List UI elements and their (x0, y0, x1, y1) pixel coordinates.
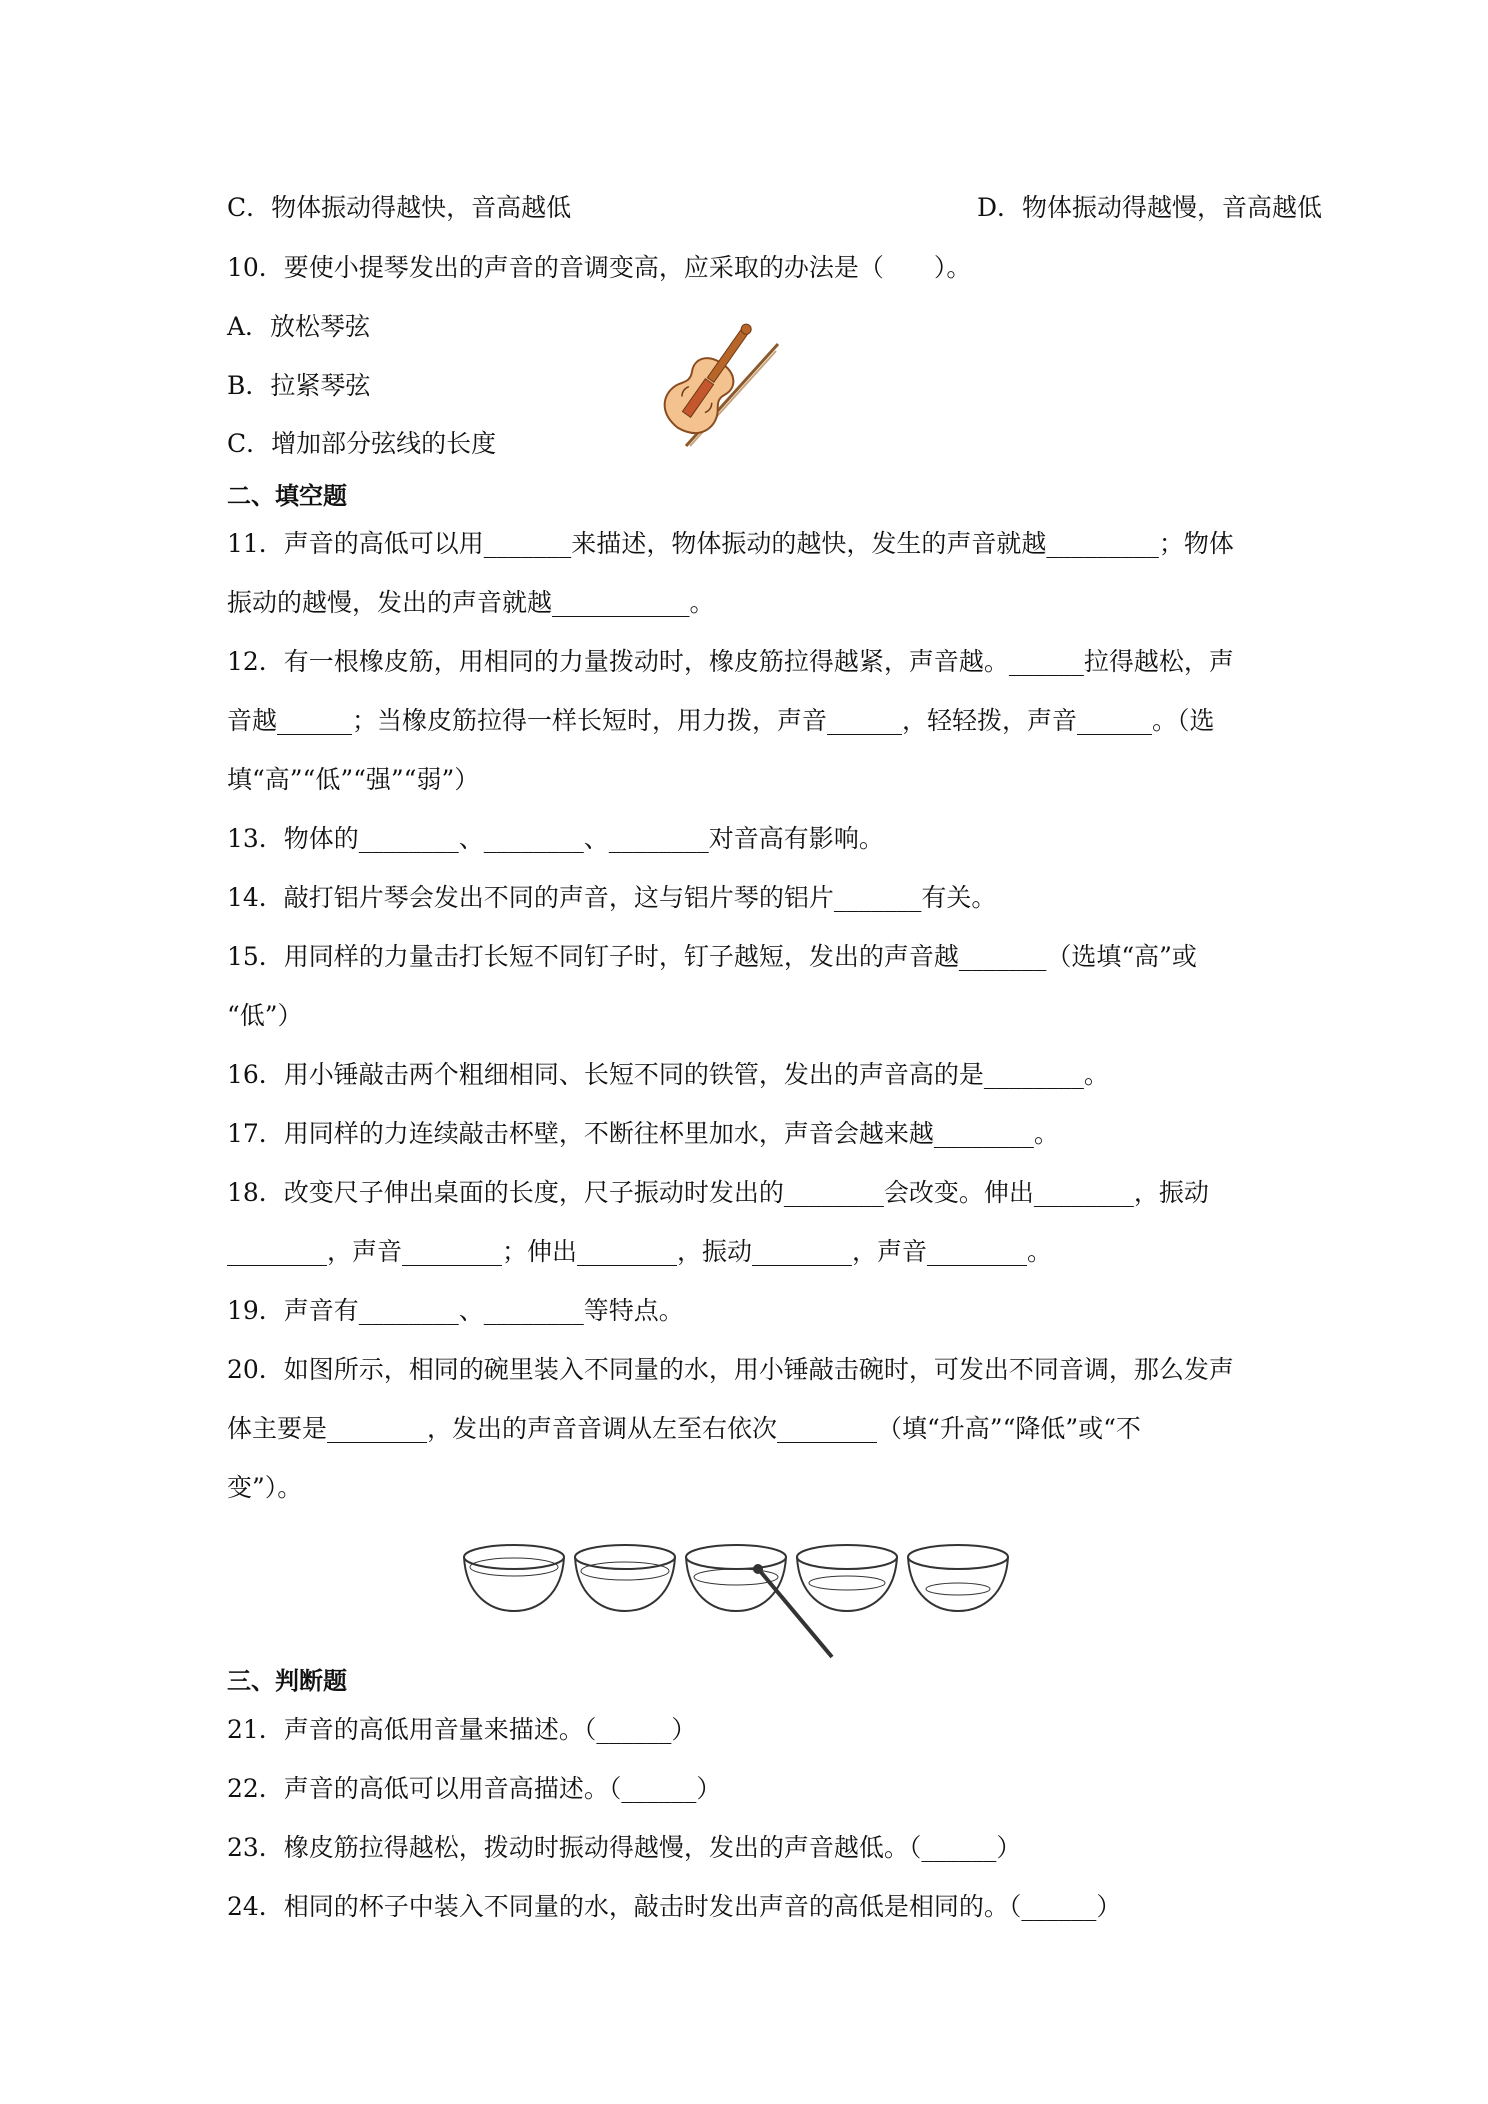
q12-line3: 填“高”“低”“强”“弱”） (227, 765, 480, 794)
q9-option-c: C．物体振动得越快，音高越低 (227, 193, 572, 222)
q20-line3: 变”）。 (227, 1473, 303, 1502)
q20-line1: 20．如图所示，相同的碗里装入不同量的水，用小锤敲击碗时，可发出不同音调，那么发声 (227, 1355, 1234, 1384)
q12-line2: 音越______；当橡皮筋拉得一样长短时，用力拨，声音______，轻轻拨，声音______。（选 (227, 706, 1215, 735)
q15-line1: 15．用同样的力量击打长短不同钉子时，钉子越短，发出的声音越_______（选填“高”或 (227, 942, 1197, 971)
q19-line: 19．声音有________、________等特点。 (227, 1296, 684, 1325)
q10-option-a: A．放松琴弦 (227, 312, 371, 341)
q9-option-d: D．物体振动得越慢，音高越低 (977, 193, 1323, 222)
q14-line: 14．敲打铝片琴会发出不同的声音，这与铝片琴的铝片_______有关。 (227, 883, 997, 912)
violin-icon (628, 308, 784, 458)
q22-line: 22．声音的高低可以用音高描述。（______） (227, 1774, 722, 1803)
q23-line: 23．橡皮筋拉得越松，拨动时振动得越慢，发出的声音越低。（______） (227, 1833, 1022, 1862)
q11-line2: 振动的越慢，发出的声音就越___________。 (227, 588, 715, 617)
bowls-icon (460, 1525, 1020, 1665)
section2-title: 二、填空题 (227, 482, 347, 510)
q9-line (227, 188, 1323, 228)
q11-line1: 11．声音的高低可以用_______来描述，物体振动的越快，发生的声音就越_________；物体 (227, 529, 1234, 558)
q17-line: 17．用同样的力连续敲击杯壁，不断往杯里加水，声音会越来越________。 (227, 1119, 1059, 1148)
q20-line2: 体主要是________，发出的声音音调从左至右依次________（填“升高”“降低”或“不 (227, 1414, 1141, 1443)
q10-option-b: B．拉紧琴弦 (227, 371, 371, 400)
q16-line: 16．用小锤敲击两个粗细相同、长短不同的铁管，发出的声音高的是________。 (227, 1060, 1109, 1089)
q10-option-c: C．增加部分弦线的长度 (227, 429, 497, 458)
q18-line1: 18．改变尺子伸出桌面的长度，尺子振动时发出的________会改变。伸出________，振动 (227, 1178, 1209, 1207)
q21-line: 21．声音的高低用音量来描述。（______） (227, 1715, 697, 1744)
q10-stem: 10．要使小提琴发出的声音的音调变高，应采取的办法是（ ）。 (227, 253, 972, 282)
q15-line2: “低”） (227, 1001, 303, 1030)
q24-line: 24．相同的杯子中装入不同量的水，敲击时发出声音的高低是相同的。（______） (227, 1892, 1122, 1921)
q12-line1: 12．有一根橡皮筋，用相同的力量拨动时，橡皮筋拉得越紧，声音越。______拉得越松，声 (227, 647, 1234, 676)
q18-line2: ________，声音________；伸出________，振动________，声音________。 (227, 1237, 1053, 1266)
q13-line: 13．物体的________、________、________对音高有影响。 (227, 824, 884, 853)
section3-title: 三、判断题 (227, 1667, 347, 1695)
